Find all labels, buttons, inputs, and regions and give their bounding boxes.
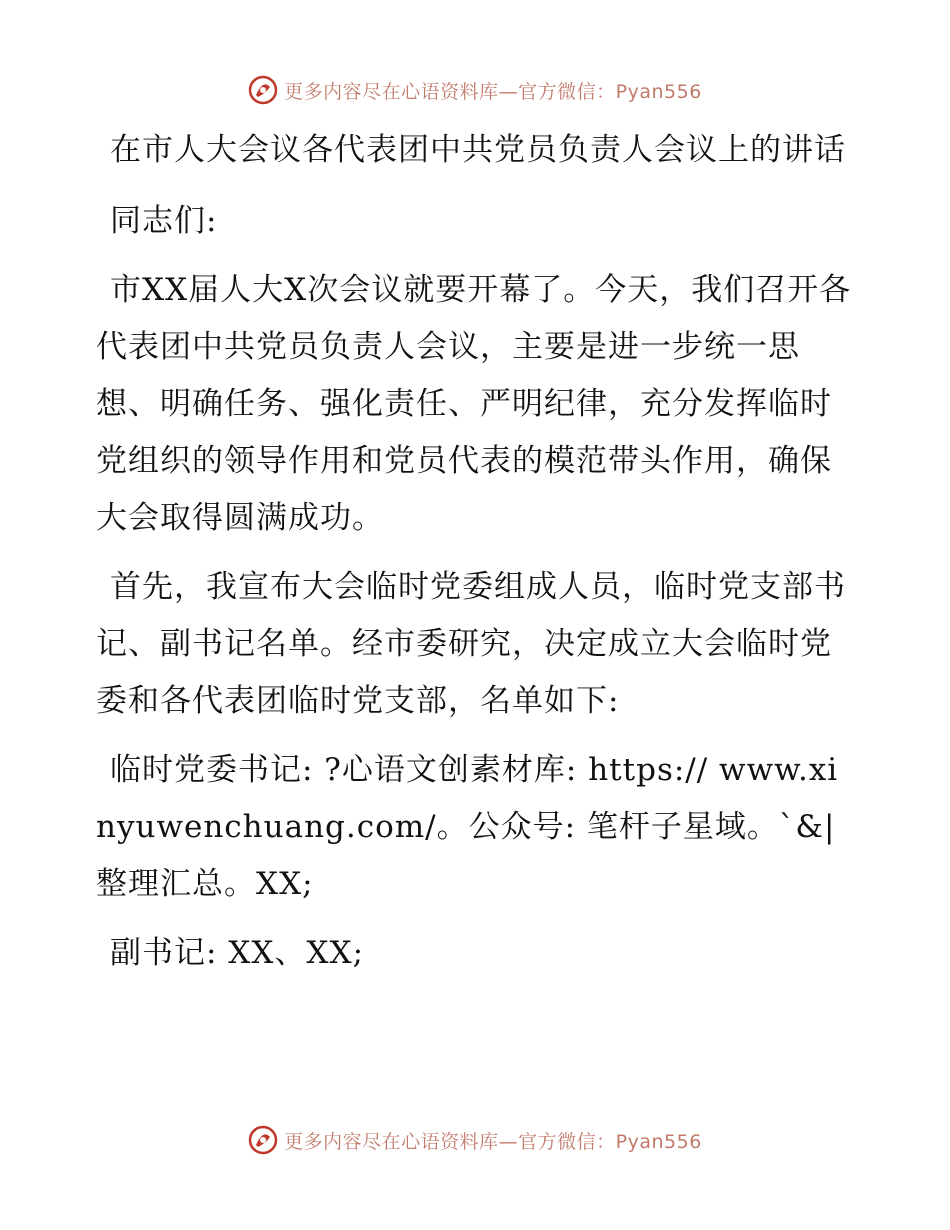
banner-text: 更多内容尽在心语资料库—官方微信：Pyan556 <box>284 1130 702 1153</box>
paragraph-announcement: 首先，我宣布大会临时党委组成人员，临时党支部书记、副书记名单。经市委研究，决定成立大会临时党委和各代表团临时党支部，名单如下: <box>96 569 846 719</box>
banner-text: 更多内容尽在心语资料库—官方微信：Pyan556 <box>284 80 702 103</box>
seal-logo-icon <box>248 75 278 105</box>
paragraph-opening: 市XX届人大X次会议就要开幕了。今天，我们召开各代表团中共党员负责人会议，主要是进一步统一思想、明确任务、强化责任、严明纪律，充分发挥临时党组织的领导作用和党员代表的模范带头作用，确保大会取得圆满成功。 <box>96 272 852 536</box>
paragraph-greeting: 同志们: <box>110 203 218 239</box>
document-title: 在市人大会议各代表团中共党员负责人会议上的讲话 <box>110 132 846 168</box>
paragraph-secretary: 临时党委书记: ?心语文创素材库: https:// www.xinyuwenchuang.com/。公众号: 笔杆子星域。`&|整理汇总。XX; <box>96 752 839 902</box>
footer-banner <box>0 1122 950 1158</box>
paragraph-deputy-secretary: 副书记: XX、XX; <box>110 935 365 971</box>
seal-logo-icon <box>248 1125 278 1155</box>
document-body <box>96 122 856 994</box>
header-banner <box>0 72 950 108</box>
